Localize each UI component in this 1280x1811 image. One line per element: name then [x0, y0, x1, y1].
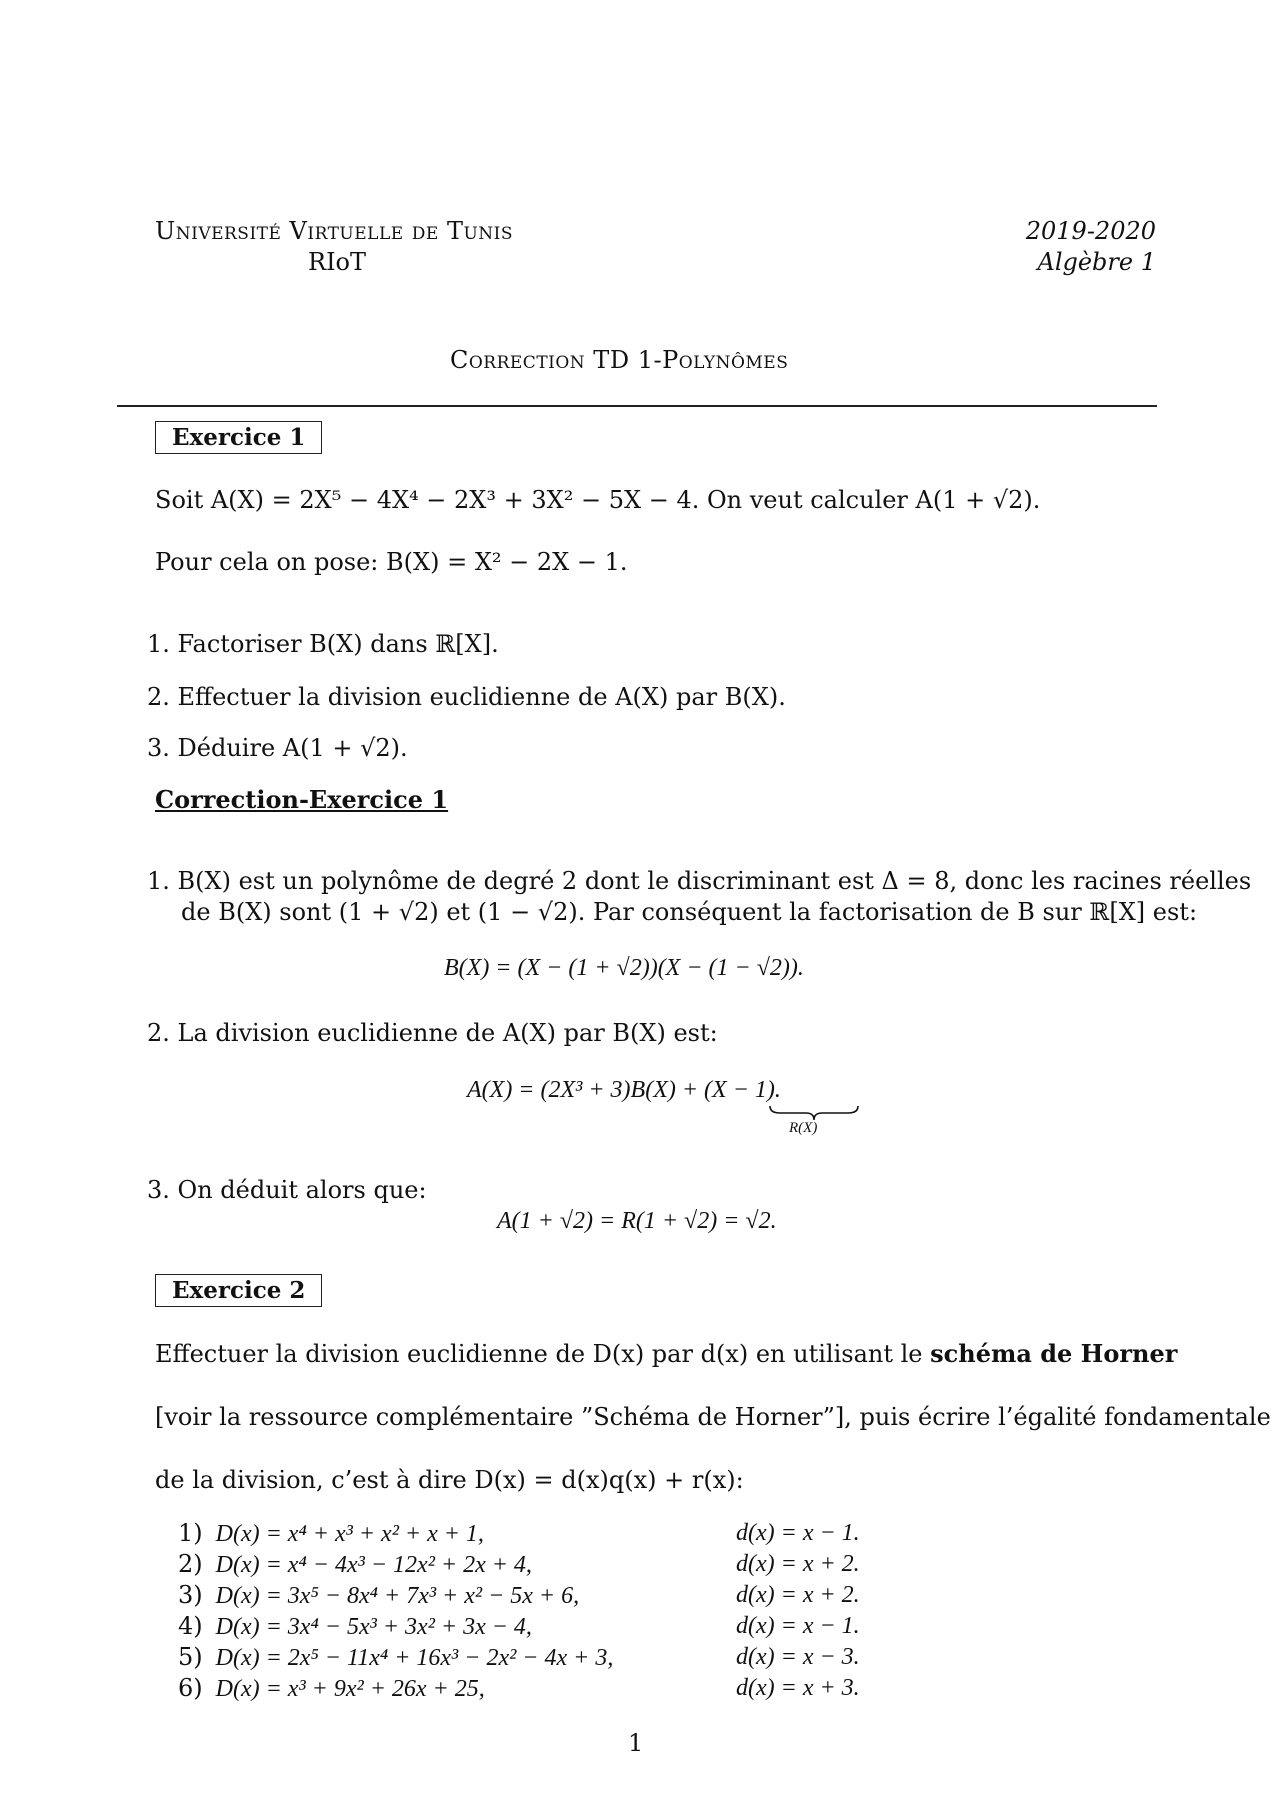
exercise1-label: Exercice 1 — [155, 421, 322, 454]
correction1-result-equation: A(1 + √2) = R(1 + √2) = √2. — [497, 1208, 777, 1234]
exercise2-item — [178, 1518, 484, 1549]
academic-year: 2019-2020 — [1025, 217, 1156, 245]
dividend: D(x) = x³ + 9x² + 26x + 25, — [215, 1676, 485, 1702]
correction1-item1-line1: 1. B(X) est un polynôme de degré 2 dont le discriminant est Δ = 8, donc les racines réelles — [147, 867, 1252, 895]
divisor: d(x) = x − 1. — [736, 1520, 860, 1546]
document-title: Correction TD 1-Polynômes — [450, 346, 789, 374]
item-number: 5) — [178, 1643, 203, 1671]
remainder-label: R(X) — [789, 1120, 818, 1136]
item-number: 1) — [178, 1519, 203, 1547]
exercise1-question-2: 2. Effectuer la division euclidienne de A(X) par B(X). — [147, 683, 786, 711]
divisor: d(x) = x − 1. — [736, 1613, 860, 1639]
divisor: d(x) = x + 2. — [736, 1551, 860, 1577]
horner-emphasis: schéma de Horner — [930, 1339, 1178, 1368]
correction1-heading: Correction-Exercice 1 — [155, 785, 449, 814]
exercise2-item — [178, 1642, 613, 1673]
exercise1-setup: Pour cela on pose: B(X) = X² − 2X − 1. — [155, 548, 628, 576]
exercise2-label: Exercice 2 — [155, 1274, 322, 1307]
item-number: 3) — [178, 1581, 203, 1609]
dividend: D(x) = 3x⁴ − 5x³ + 3x² + 3x − 4, — [215, 1614, 532, 1640]
program-name: RIoT — [308, 248, 367, 276]
correction1-item2-line: 2. La division euclidienne de A(X) par B(X) est: — [147, 1019, 718, 1047]
title-rule — [117, 405, 1157, 407]
item-number: 4) — [178, 1612, 203, 1640]
university-name: Université Virtuelle de Tunis — [155, 217, 514, 245]
exercise2-statement-text: Effectuer la division euclidienne de D(x) par d(x) en utilisant le — [155, 1340, 931, 1368]
exercise2-statement-line3: de la division, c’est à dire D(x) = d(x)q(x) + r(x): — [155, 1466, 744, 1494]
exercise2-statement-line1 — [155, 1339, 1177, 1369]
divisor: d(x) = x + 3. — [736, 1675, 860, 1701]
division-equation-end: . — [774, 1077, 781, 1103]
correction1-division-equation — [467, 1075, 781, 1105]
divisor: d(x) = x − 3. — [736, 1644, 860, 1670]
division-equation-left: A(X) = (2X³ + 3)B(X) + — [467, 1077, 705, 1103]
exercise2-item — [178, 1580, 579, 1611]
exercise2-item — [178, 1549, 532, 1580]
exercise2-item — [178, 1611, 532, 1642]
dividend: D(x) = 2x⁵ − 11x⁴ + 16x³ − 2x² − 4x + 3, — [215, 1645, 614, 1671]
remainder-term: (X − 1) — [704, 1077, 775, 1103]
dividend: D(x) = x⁴ − 4x³ − 12x² + 2x + 4, — [215, 1552, 532, 1578]
divisor: d(x) = x + 2. — [736, 1582, 860, 1608]
correction1-item3-line: 3. On déduit alors que: — [147, 1176, 427, 1204]
item-number: 2) — [178, 1550, 203, 1578]
exercise1-question-3: 3. Déduire A(1 + √2). — [147, 734, 408, 762]
page-number: 1 — [628, 1729, 644, 1757]
item-number: 6) — [178, 1674, 203, 1702]
dividend: D(x) = x⁴ + x³ + x² + x + 1, — [215, 1521, 484, 1547]
exercise2-item — [178, 1673, 485, 1704]
dividend: D(x) = 3x⁵ − 8x⁴ + 7x³ + x² − 5x + 6, — [215, 1583, 580, 1609]
exercise1-question-1: 1. Factoriser B(X) dans ℝ[X]. — [147, 630, 499, 658]
correction1-factorization-equation: B(X) = (X − (1 + √2))(X − (1 − √2)). — [444, 955, 804, 981]
correction1-item1-line2: de B(X) sont (1 + √2) et (1 − √2). Par conséquent la factorisation de B sur ℝ[X] est: — [181, 898, 1198, 926]
exercise1-statement: Soit A(X) = 2X⁵ − 4X⁴ − 2X³ + 3X² − 5X − 4. On veut calculer A(1 + √2). — [155, 486, 1041, 514]
course-name: Algèbre 1 — [1037, 248, 1156, 276]
exercise2-statement-line2: [voir la ressource complémentaire ”Schéma de Horner”], puis écrire l’égalité fondamentale — [155, 1403, 1271, 1431]
